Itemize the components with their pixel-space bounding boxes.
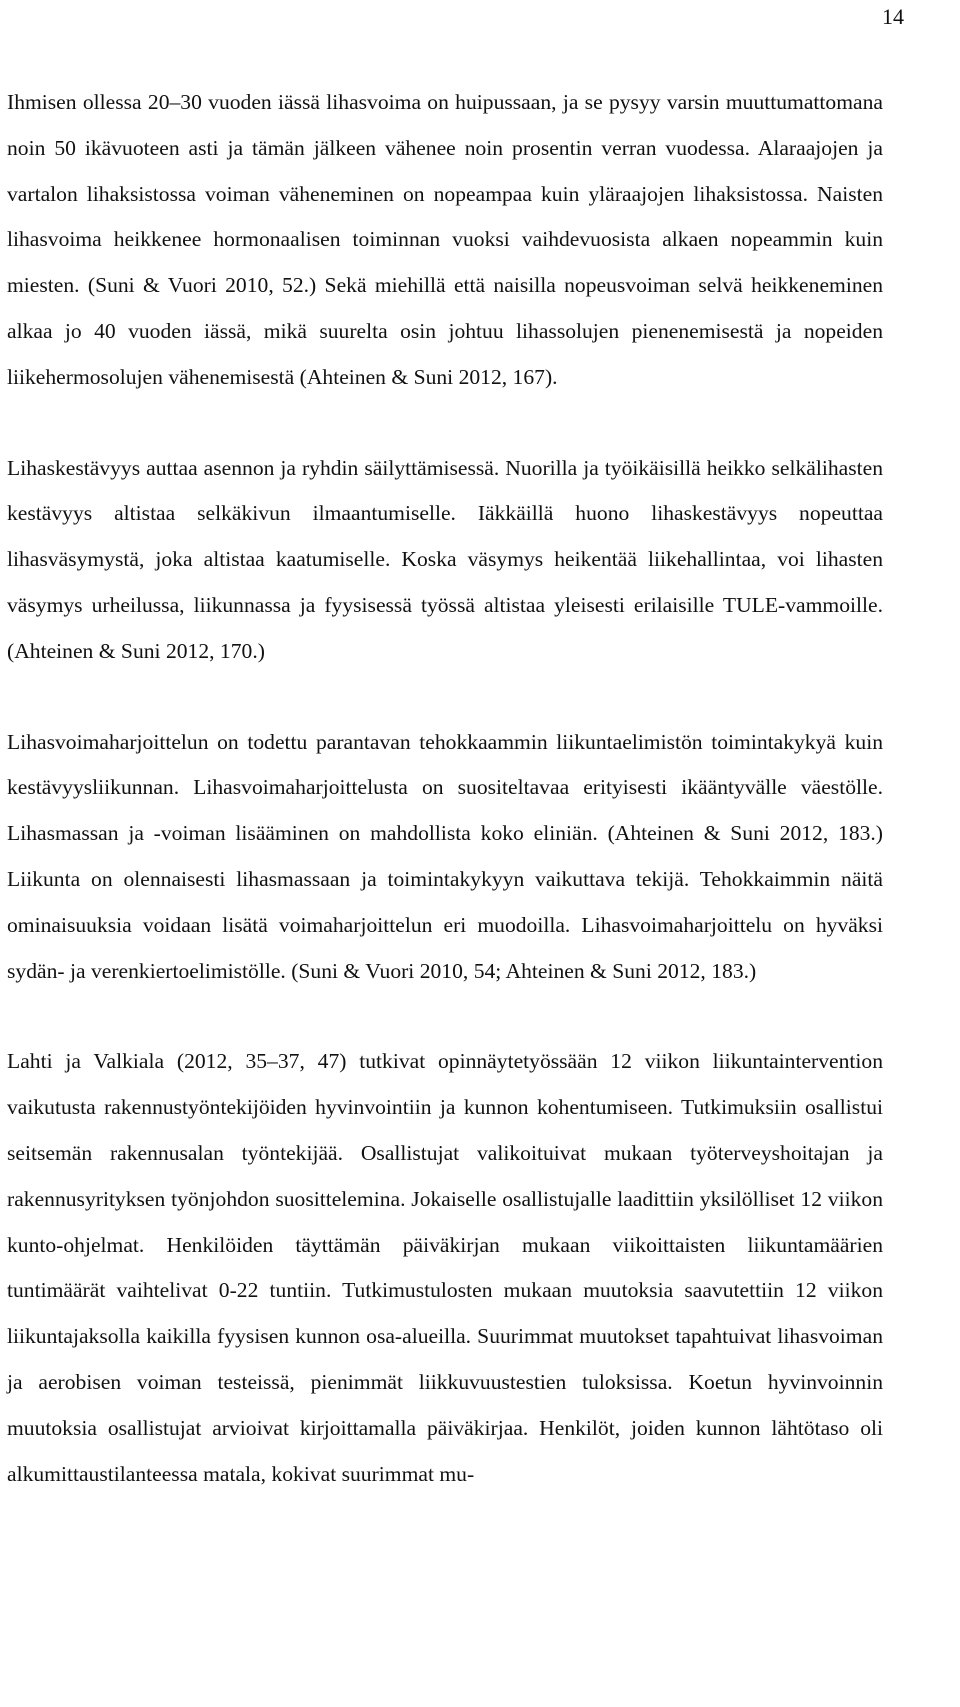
paragraph-lahti-valkiala-study: Lahti ja Valkiala (2012, 35–37, 47) tutkivat opinnäytetyössään 12 viikon liikuntaintervention vaikutusta rakennustyöntekijöiden hyvinvointiin ja kunnon kohentumiseen. Tutkimuksiin osallistui seitsemän rakennusalan työntekijää. Osallistujat valikoituivat mukaan työterveyshoitajan ja rakennusyrityksen työnjohdon suosittelemina. Jokaiselle osallistujalle laadittiin yksilölliset 12 viikon kunto-ohjelmat. Henkilöiden täyttämän päiväkirjan mukaan viikoittaisten liikuntamäärien tuntimäärät vaihtelivat 0-22 tuntiin. Tutkimustulosten mukaan muutoksia saavutettiin 12 viikon liikuntajaksolla kaikilla fyysisen kunnon osa-alueilla. Suurimmat muutokset tapahtuivat lihasvoiman ja aerobisen voiman testeissä, pienimmät liikkuvuustestien tuloksissa. Koetun hyvinvoinnin muutoksia osallistujat arvioivat kirjoittamalla päiväkirjaa. Henkilöt, joiden kunnon lähtötaso oli alkumittaustilanteessa matala, kokivat suurimmat mu-: [7, 1049, 883, 1486]
document-body: [7, 80, 883, 1497]
page-number: 14: [882, 4, 904, 29]
paragraph-strength-training: Lihasvoimaharjoittelun on todettu parantavan tehokkaammin liikuntaelimistön toimintakykyä kuin kestävyysliikunnan. Lihasvoimaharjoittelusta on suositeltavaa erityisesti ikääntyvälle väestölle. Lihasmassan ja -voiman lisääminen on mahdollista koko eliniän. (Ahteinen & Suni 2012, 183.) Liikunta on olennaisesti lihasmassaan ja toimintakykyyn vaikuttava tekijä. Tehokkaimmin näitä ominaisuuksia voidaan lisätä voimaharjoittelun eri muodoilla. Lihasvoimaharjoittelu on hyväksi sydän- ja verenkiertoelimistölle. (Suni & Vuori 2010, 54; Ahteinen & Suni 2012, 183.): [7, 729, 883, 983]
paragraph-muscle-strength-aging: Ihmisen ollessa 20–30 vuoden iässä lihasvoima on huipussaan, ja se pysyy varsin muuttumattomana noin 50 ikävuoteen asti ja tämän jälkeen vähenee noin prosentin verran vuodessa. Alaraajojen ja vartalon lihaksistossa voiman väheneminen on nopeampaa kuin yläraajojen lihaksistossa. Naisten lihasvoima heikkenee hormonaalisen toiminnan vuoksi vaihdevuosista alkaen nopeammin kuin miesten. (Suni & Vuori 2010, 52.) Sekä miehillä että naisilla nopeusvoiman selvä heikkeneminen alkaa jo 40 vuoden iässä, mikä suurelta osin johtuu lihassolujen pienenemisestä ja nopeiden liikehermosolujen vähenemisestä (Ahteinen & Suni 2012, 167).: [7, 90, 883, 389]
paragraph-muscle-endurance: Lihaskestävyys auttaa asennon ja ryhdin säilyttämisessä. Nuorilla ja työikäisillä heikko selkälihasten kestävyys altistaa selkäkivun ilmaantumiselle. Iäkkäillä huono lihaskestävyys nopeuttaa lihasväsymystä, joka altistaa kaatumiselle. Koska väsymys heikentää liikehallintaa, voi lihasten väsymys urheilussa, liikunnassa ja fyysisessä työssä altistaa yleisesti erilaisille TULE-vammoille. (Ahteinen & Suni 2012, 170.): [7, 455, 883, 663]
